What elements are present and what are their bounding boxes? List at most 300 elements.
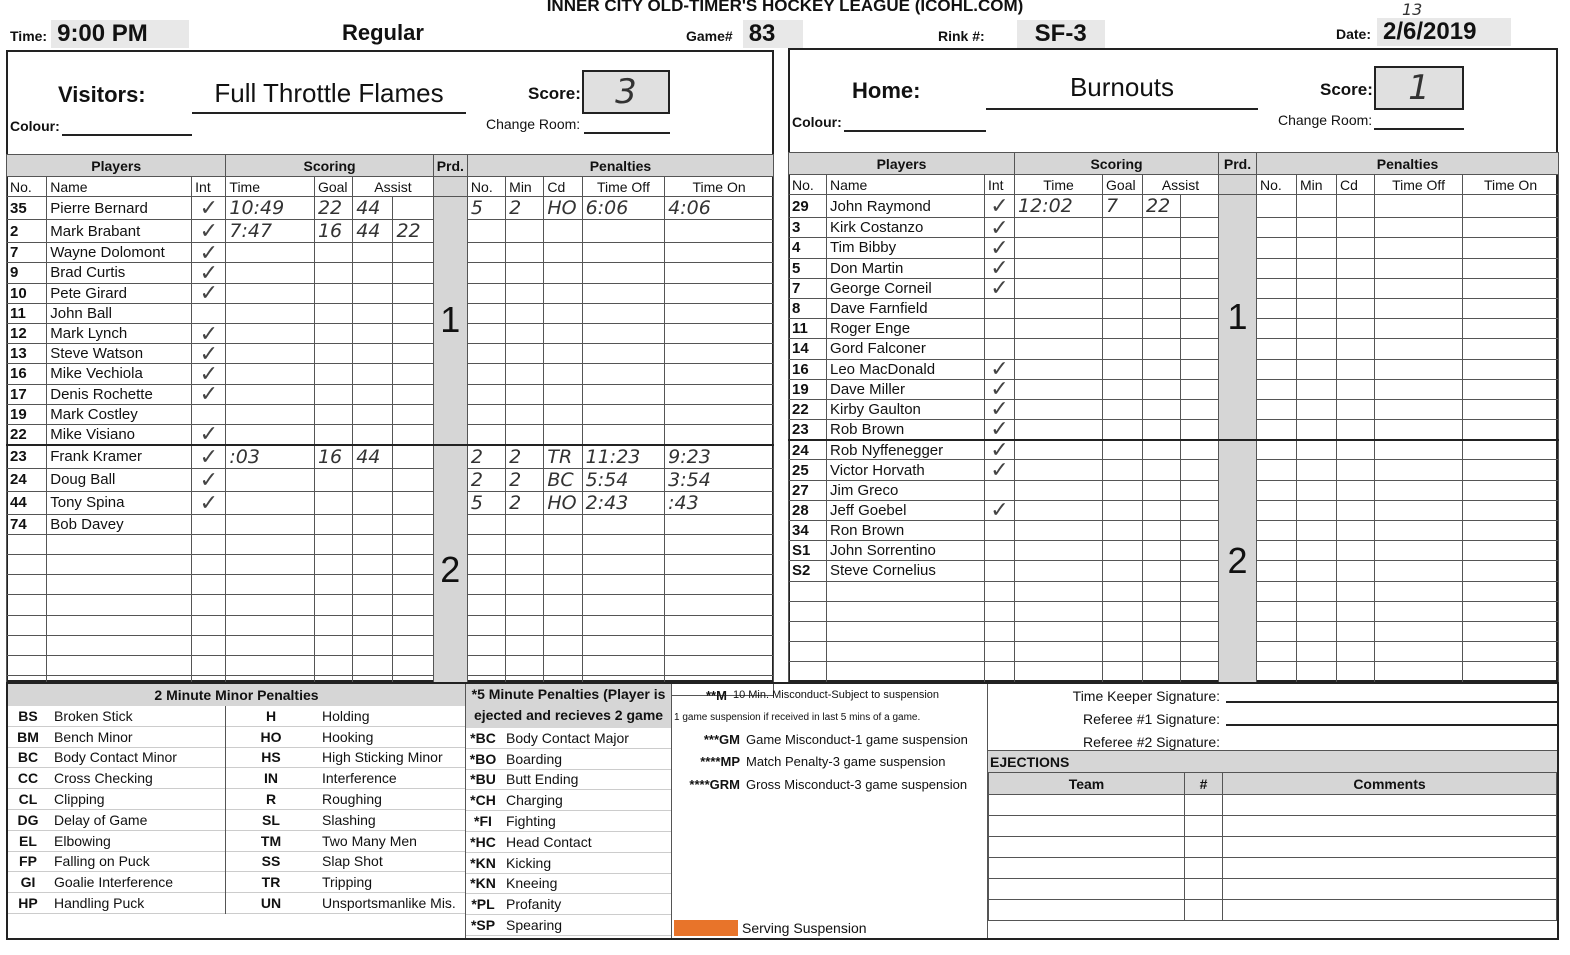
goal-time[interactable] <box>1015 440 1103 460</box>
goal-scorer[interactable] <box>1103 258 1143 278</box>
penalty-player-no[interactable] <box>1257 541 1297 561</box>
goal-scorer[interactable] <box>1103 319 1143 339</box>
assist-2[interactable] <box>1181 480 1219 500</box>
goal-scorer[interactable] <box>1103 480 1143 500</box>
assist-1[interactable]: 44 <box>353 220 393 243</box>
penalty-code[interactable] <box>1337 420 1375 440</box>
penalty-time-on[interactable] <box>665 263 774 283</box>
assist-1[interactable] <box>1143 521 1181 541</box>
assist-1[interactable] <box>353 384 393 404</box>
penalty-minutes[interactable] <box>506 404 544 424</box>
penalty-time-off[interactable] <box>1375 460 1463 480</box>
penalty-minutes[interactable] <box>1297 195 1337 218</box>
penalty-minutes[interactable] <box>506 554 544 574</box>
penalty-time-off[interactable] <box>1375 420 1463 440</box>
penalty-code[interactable] <box>1337 541 1375 561</box>
penalty-time-on[interactable] <box>1463 278 1559 298</box>
penalty-minutes[interactable] <box>1297 621 1337 641</box>
assist-2[interactable] <box>393 197 433 220</box>
penalty-minutes[interactable] <box>1297 541 1337 561</box>
assist-1[interactable] <box>1143 319 1181 339</box>
assist-1[interactable] <box>353 575 393 595</box>
attendance-check-icon[interactable] <box>985 521 1015 541</box>
penalty-player-no[interactable] <box>1257 440 1297 460</box>
goal-scorer[interactable] <box>1103 399 1143 419</box>
goal-time[interactable] <box>1015 298 1103 318</box>
penalty-minutes[interactable]: 2 <box>506 445 544 469</box>
penalty-time-off[interactable] <box>1375 399 1463 419</box>
penalty-time-on[interactable] <box>1463 339 1559 359</box>
goal-scorer[interactable] <box>314 404 352 424</box>
penalty-code[interactable] <box>544 283 582 303</box>
penalty-time-off[interactable] <box>1375 440 1463 460</box>
assist-2[interactable] <box>1181 460 1219 480</box>
penalty-minutes[interactable] <box>1297 440 1337 460</box>
attendance-check-icon[interactable] <box>985 561 1015 581</box>
penalty-minutes[interactable] <box>506 615 544 635</box>
penalty-time-on[interactable] <box>1463 420 1559 440</box>
penalty-code[interactable] <box>1337 195 1375 218</box>
ejection-team[interactable] <box>989 879 1185 900</box>
penalty-minutes[interactable]: 2 <box>506 491 544 514</box>
penalty-time-on[interactable] <box>665 323 774 343</box>
penalty-time-off[interactable] <box>582 384 665 404</box>
penalty-time-off[interactable] <box>1375 278 1463 298</box>
assist-2[interactable] <box>393 364 433 384</box>
assist-1[interactable] <box>353 635 393 655</box>
penalty-player-no[interactable] <box>1257 460 1297 480</box>
assist-2[interactable] <box>1181 238 1219 258</box>
penalty-time-off[interactable] <box>1375 339 1463 359</box>
attendance-check-icon[interactable] <box>192 635 226 655</box>
penalty-minutes[interactable] <box>1297 218 1337 238</box>
penalty-minutes[interactable] <box>1297 339 1337 359</box>
penalty-minutes[interactable] <box>1297 460 1337 480</box>
goal-time[interactable] <box>1015 278 1103 298</box>
assist-2[interactable] <box>1181 420 1219 440</box>
attendance-check-icon[interactable]: ✓ <box>192 197 226 220</box>
penalty-time-off[interactable] <box>1375 642 1463 662</box>
penalty-player-no[interactable] <box>1257 561 1297 581</box>
penalty-player-no[interactable] <box>467 615 505 635</box>
penalty-time-on[interactable] <box>665 344 774 364</box>
assist-1[interactable] <box>1143 460 1181 480</box>
attendance-check-icon[interactable]: ✓ <box>192 344 226 364</box>
penalty-code[interactable] <box>1337 298 1375 318</box>
assist-1[interactable] <box>1143 500 1181 520</box>
attendance-check-icon[interactable]: ✓ <box>192 364 226 384</box>
assist-1[interactable] <box>1143 420 1181 440</box>
penalty-code[interactable] <box>544 323 582 343</box>
penalty-code[interactable] <box>1337 258 1375 278</box>
attendance-check-icon[interactable]: ✓ <box>985 359 1015 379</box>
penalty-code[interactable] <box>1337 581 1375 601</box>
assist-1[interactable] <box>1143 298 1181 318</box>
assist-1[interactable] <box>1143 339 1181 359</box>
goal-time[interactable] <box>226 263 315 283</box>
penalty-code[interactable] <box>544 655 582 675</box>
assist-2[interactable] <box>393 303 433 323</box>
assist-1[interactable] <box>1143 642 1181 662</box>
goal-time[interactable] <box>1015 500 1103 520</box>
assist-2[interactable] <box>393 283 433 303</box>
assist-2[interactable] <box>393 323 433 343</box>
penalty-code[interactable] <box>544 404 582 424</box>
goal-time[interactable]: 10:49 <box>226 197 315 220</box>
assist-2[interactable] <box>393 445 433 469</box>
penalty-minutes[interactable] <box>506 534 544 554</box>
assist-1[interactable] <box>1143 662 1181 682</box>
assist-2[interactable] <box>393 655 433 675</box>
goal-scorer[interactable] <box>1103 278 1143 298</box>
assist-1[interactable] <box>1143 399 1181 419</box>
goal-time[interactable] <box>226 243 315 263</box>
penalty-time-off[interactable] <box>582 655 665 675</box>
goal-scorer[interactable] <box>1103 561 1143 581</box>
assist-2[interactable] <box>393 595 433 615</box>
penalty-code[interactable] <box>544 615 582 635</box>
penalty-time-off[interactable] <box>582 303 665 323</box>
ejection-comment[interactable] <box>1223 879 1557 900</box>
penalty-player-no[interactable] <box>467 384 505 404</box>
goal-time[interactable] <box>226 468 315 491</box>
goal-time[interactable] <box>1015 319 1103 339</box>
attendance-check-icon[interactable] <box>192 595 226 615</box>
goal-scorer[interactable] <box>1103 662 1143 682</box>
assist-2[interactable] <box>393 554 433 574</box>
visitors-change-room-line[interactable] <box>584 132 670 134</box>
goal-time[interactable] <box>1015 339 1103 359</box>
goal-time[interactable] <box>1015 561 1103 581</box>
penalty-minutes[interactable] <box>1297 601 1337 621</box>
attendance-check-icon[interactable]: ✓ <box>985 195 1015 218</box>
attendance-check-icon[interactable]: ✓ <box>192 220 226 243</box>
assist-2[interactable] <box>1181 601 1219 621</box>
penalty-time-on[interactable] <box>665 554 774 574</box>
penalty-minutes[interactable] <box>1297 359 1337 379</box>
penalty-player-no[interactable] <box>467 283 505 303</box>
penalty-minutes[interactable] <box>1297 420 1337 440</box>
penalty-time-off[interactable] <box>582 534 665 554</box>
home-team-name[interactable]: Burnouts <box>986 72 1258 110</box>
goal-scorer[interactable] <box>1103 238 1143 258</box>
goal-time[interactable] <box>226 595 315 615</box>
penalty-time-off[interactable] <box>1375 298 1463 318</box>
penalty-player-no[interactable] <box>467 534 505 554</box>
penalty-time-off[interactable] <box>582 220 665 243</box>
penalty-time-off[interactable] <box>582 243 665 263</box>
penalty-player-no[interactable]: 5 <box>467 197 505 220</box>
goal-scorer[interactable] <box>314 344 352 364</box>
penalty-player-no[interactable] <box>467 635 505 655</box>
goal-time[interactable] <box>226 491 315 514</box>
penalty-time-on[interactable] <box>1463 195 1559 218</box>
assist-2[interactable] <box>1181 521 1219 541</box>
penalty-player-no[interactable] <box>1257 319 1297 339</box>
penalty-time-on[interactable] <box>1463 218 1559 238</box>
attendance-check-icon[interactable] <box>192 534 226 554</box>
attendance-check-icon[interactable] <box>985 480 1015 500</box>
penalty-player-no[interactable] <box>467 424 505 444</box>
goal-scorer[interactable] <box>1103 298 1143 318</box>
goal-time[interactable]: :03 <box>226 445 315 469</box>
penalty-time-on[interactable] <box>665 384 774 404</box>
assist-2[interactable] <box>393 575 433 595</box>
attendance-check-icon[interactable] <box>985 339 1015 359</box>
assist-2[interactable] <box>1181 339 1219 359</box>
assist-2[interactable] <box>1181 399 1219 419</box>
ejection-comment[interactable] <box>1223 858 1557 879</box>
penalty-time-on[interactable] <box>1463 359 1559 379</box>
assist-1[interactable] <box>1143 621 1181 641</box>
penalty-code[interactable] <box>544 263 582 283</box>
penalty-time-on[interactable] <box>1463 440 1559 460</box>
penalty-minutes[interactable] <box>1297 480 1337 500</box>
penalty-player-no[interactable] <box>1257 278 1297 298</box>
penalty-time-off[interactable]: 5:54 <box>582 468 665 491</box>
penalty-player-no[interactable] <box>467 220 505 243</box>
assist-1[interactable]: 44 <box>353 445 393 469</box>
penalty-time-off[interactable] <box>1375 258 1463 278</box>
referee1-signature-line[interactable] <box>1226 712 1557 726</box>
penalty-minutes[interactable] <box>1297 500 1337 520</box>
attendance-check-icon[interactable] <box>192 514 226 534</box>
assist-1[interactable] <box>353 615 393 635</box>
attendance-check-icon[interactable]: ✓ <box>192 263 226 283</box>
penalty-time-off[interactable] <box>582 514 665 534</box>
penalty-minutes[interactable] <box>1297 298 1337 318</box>
assist-2[interactable] <box>393 468 433 491</box>
goal-time[interactable] <box>1015 460 1103 480</box>
assist-2[interactable] <box>1181 319 1219 339</box>
goal-time[interactable] <box>226 283 315 303</box>
assist-2[interactable] <box>393 514 433 534</box>
assist-1[interactable] <box>353 655 393 675</box>
goal-time[interactable] <box>226 404 315 424</box>
goal-scorer[interactable] <box>1103 420 1143 440</box>
assist-1[interactable] <box>1143 278 1181 298</box>
attendance-check-icon[interactable]: ✓ <box>192 468 226 491</box>
penalty-time-on[interactable] <box>1463 601 1559 621</box>
goal-time[interactable] <box>1015 420 1103 440</box>
penalty-minutes[interactable] <box>506 303 544 323</box>
penalty-time-off[interactable] <box>1375 218 1463 238</box>
ejection-team[interactable] <box>989 900 1185 921</box>
goal-time[interactable] <box>1015 359 1103 379</box>
attendance-check-icon[interactable]: ✓ <box>192 283 226 303</box>
penalty-time-on[interactable] <box>1463 379 1559 399</box>
penalty-time-on[interactable] <box>1463 460 1559 480</box>
assist-1[interactable] <box>1143 541 1181 561</box>
assist-2[interactable] <box>1181 218 1219 238</box>
penalty-minutes[interactable] <box>506 575 544 595</box>
penalty-code[interactable] <box>544 534 582 554</box>
assist-2[interactable] <box>1181 561 1219 581</box>
ejection-comment[interactable] <box>1223 816 1557 837</box>
penalty-code[interactable] <box>1337 440 1375 460</box>
goal-time[interactable] <box>226 364 315 384</box>
penalty-time-off[interactable] <box>1375 238 1463 258</box>
assist-2[interactable] <box>1181 195 1219 218</box>
goal-scorer[interactable] <box>314 303 352 323</box>
penalty-player-no[interactable] <box>467 554 505 574</box>
penalty-player-no[interactable] <box>1257 379 1297 399</box>
attendance-check-icon[interactable] <box>192 404 226 424</box>
goal-scorer[interactable] <box>314 514 352 534</box>
assist-2[interactable] <box>1181 298 1219 318</box>
assist-1[interactable] <box>353 263 393 283</box>
goal-scorer[interactable]: 22 <box>314 197 352 220</box>
assist-1[interactable] <box>353 243 393 263</box>
penalty-time-on[interactable] <box>1463 561 1559 581</box>
penalty-minutes[interactable] <box>1297 662 1337 682</box>
attendance-check-icon[interactable] <box>985 541 1015 561</box>
penalty-player-no[interactable] <box>467 344 505 364</box>
penalty-time-off[interactable] <box>1375 621 1463 641</box>
penalty-time-off[interactable] <box>582 364 665 384</box>
penalty-minutes[interactable] <box>1297 379 1337 399</box>
assist-2[interactable] <box>1181 541 1219 561</box>
assist-2[interactable] <box>393 615 433 635</box>
penalty-time-on[interactable] <box>665 514 774 534</box>
goal-time[interactable] <box>226 384 315 404</box>
ejection-comment[interactable] <box>1223 795 1557 816</box>
attendance-check-icon[interactable] <box>192 655 226 675</box>
penalty-time-on[interactable] <box>665 575 774 595</box>
goal-time[interactable] <box>226 635 315 655</box>
goal-scorer[interactable]: 16 <box>314 445 352 469</box>
goal-time[interactable]: 7:47 <box>226 220 315 243</box>
penalty-code[interactable] <box>1337 399 1375 419</box>
ejection-comment[interactable] <box>1223 837 1557 858</box>
ejection-team[interactable] <box>989 858 1185 879</box>
goal-scorer[interactable] <box>314 384 352 404</box>
goal-scorer[interactable]: 16 <box>314 220 352 243</box>
assist-2[interactable] <box>1181 642 1219 662</box>
penalty-code[interactable] <box>544 364 582 384</box>
goal-time[interactable] <box>1015 601 1103 621</box>
assist-1[interactable] <box>1143 238 1181 258</box>
penalty-time-off[interactable] <box>1375 561 1463 581</box>
goal-time[interactable] <box>226 514 315 534</box>
penalty-time-on[interactable] <box>665 534 774 554</box>
assist-2[interactable] <box>1181 379 1219 399</box>
penalty-player-no[interactable] <box>1257 420 1297 440</box>
assist-1[interactable] <box>353 404 393 424</box>
goal-scorer[interactable] <box>314 615 352 635</box>
assist-1[interactable] <box>353 491 393 514</box>
penalty-player-no[interactable] <box>467 655 505 675</box>
assist-2[interactable] <box>393 243 433 263</box>
goal-scorer[interactable] <box>1103 218 1143 238</box>
penalty-minutes[interactable] <box>1297 319 1337 339</box>
penalty-player-no[interactable] <box>1257 662 1297 682</box>
assist-2[interactable] <box>1181 500 1219 520</box>
penalty-minutes[interactable] <box>1297 278 1337 298</box>
assist-1[interactable] <box>353 534 393 554</box>
penalty-code[interactable] <box>1337 460 1375 480</box>
penalty-player-no[interactable] <box>1257 601 1297 621</box>
penalty-time-off[interactable] <box>1375 662 1463 682</box>
penalty-minutes[interactable] <box>506 243 544 263</box>
attendance-check-icon[interactable]: ✓ <box>192 384 226 404</box>
goal-scorer[interactable] <box>1103 339 1143 359</box>
goal-scorer[interactable] <box>314 283 352 303</box>
penalty-code[interactable] <box>1337 379 1375 399</box>
goal-scorer[interactable] <box>1103 440 1143 460</box>
penalty-code[interactable] <box>1337 601 1375 621</box>
attendance-check-icon[interactable]: ✓ <box>985 278 1015 298</box>
attendance-check-icon[interactable] <box>985 621 1015 641</box>
attendance-check-icon[interactable] <box>985 298 1015 318</box>
penalty-time-on[interactable] <box>1463 399 1559 419</box>
penalty-time-off[interactable] <box>1375 521 1463 541</box>
penalty-time-off[interactable] <box>582 323 665 343</box>
penalty-time-off[interactable] <box>582 263 665 283</box>
penalty-player-no[interactable] <box>1257 480 1297 500</box>
penalty-minutes[interactable] <box>1297 521 1337 541</box>
assist-1[interactable] <box>353 514 393 534</box>
penalty-time-off[interactable] <box>1375 480 1463 500</box>
assist-2[interactable] <box>393 384 433 404</box>
goal-scorer[interactable] <box>1103 621 1143 641</box>
attendance-check-icon[interactable]: ✓ <box>985 379 1015 399</box>
penalty-player-no[interactable] <box>1257 258 1297 278</box>
penalty-player-no[interactable] <box>467 243 505 263</box>
assist-2[interactable] <box>1181 278 1219 298</box>
assist-1[interactable]: 22 <box>1143 195 1181 218</box>
penalty-time-on[interactable]: :43 <box>665 491 774 514</box>
penalty-time-off[interactable] <box>1375 601 1463 621</box>
goal-time[interactable] <box>1015 399 1103 419</box>
assist-1[interactable] <box>1143 480 1181 500</box>
goal-scorer[interactable] <box>314 323 352 343</box>
goal-scorer[interactable] <box>314 263 352 283</box>
penalty-player-no[interactable] <box>1257 521 1297 541</box>
assist-1[interactable] <box>1143 218 1181 238</box>
penalty-player-no[interactable] <box>467 263 505 283</box>
assist-1[interactable] <box>353 364 393 384</box>
assist-1[interactable] <box>1143 379 1181 399</box>
assist-2[interactable] <box>393 404 433 424</box>
goal-scorer[interactable] <box>314 655 352 675</box>
penalty-code[interactable]: HO <box>544 197 582 220</box>
penalty-code[interactable]: BC <box>544 468 582 491</box>
assist-2[interactable] <box>393 344 433 364</box>
penalty-time-on[interactable] <box>1463 480 1559 500</box>
penalty-time-on[interactable] <box>1463 621 1559 641</box>
penalty-time-off[interactable] <box>1375 379 1463 399</box>
assist-1[interactable]: 44 <box>353 197 393 220</box>
home-score-box[interactable]: 1 <box>1374 66 1464 110</box>
penalty-player-no[interactable] <box>1257 642 1297 662</box>
attendance-check-icon[interactable]: ✓ <box>192 424 226 444</box>
attendance-check-icon[interactable]: ✓ <box>192 491 226 514</box>
ejection-comment[interactable] <box>1223 900 1557 921</box>
assist-1[interactable] <box>1143 561 1181 581</box>
goal-scorer[interactable] <box>1103 541 1143 561</box>
penalty-minutes[interactable] <box>506 323 544 343</box>
penalty-player-no[interactable] <box>467 575 505 595</box>
penalty-minutes[interactable]: 2 <box>506 468 544 491</box>
penalty-code[interactable] <box>1337 319 1375 339</box>
penalty-time-off[interactable] <box>582 575 665 595</box>
assist-2[interactable] <box>393 424 433 444</box>
penalty-time-on[interactable]: 9:23 <box>665 445 774 469</box>
penalty-minutes[interactable] <box>506 384 544 404</box>
penalty-minutes[interactable] <box>506 263 544 283</box>
goal-time[interactable] <box>226 344 315 364</box>
